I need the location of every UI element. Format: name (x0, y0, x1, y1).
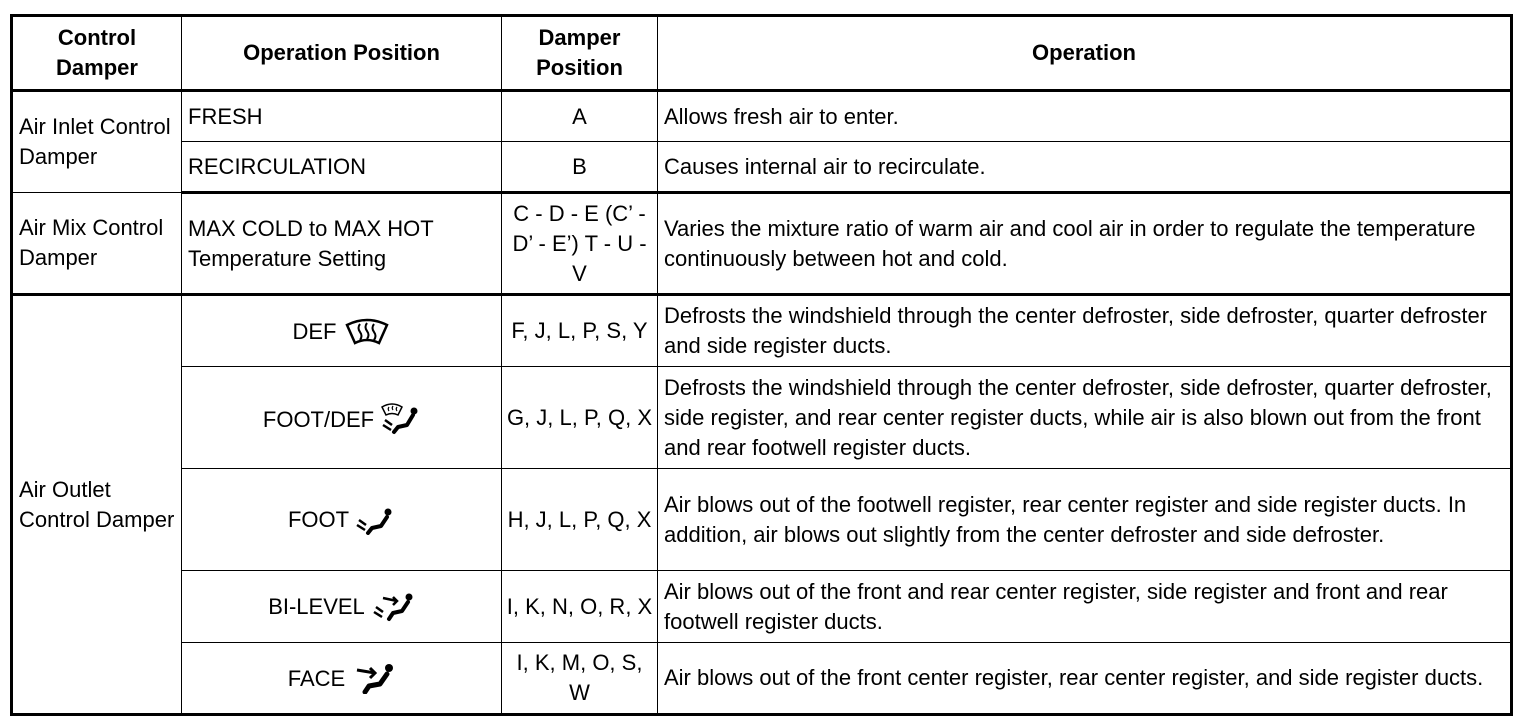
header-row (12, 16, 1512, 91)
damper-operation-table (10, 14, 1513, 716)
position-bi-level-cell (182, 571, 502, 643)
air-inlet-damper-cell: Air Inlet Control Damper (12, 91, 182, 193)
table-row (12, 367, 1512, 469)
table-row (12, 142, 1512, 193)
damper-position-foot-def: G, J, L, P, Q, X (502, 367, 658, 469)
operation-foot-def: Defrosts the windshield through the center defroster, side defroster, quarter defroster, side register, and rear center register ducts, while air is also blown out from the front and rear footwell register ducts. (658, 367, 1512, 469)
bi-level-icon (371, 592, 415, 622)
header-damper-position: Damper Position (502, 16, 658, 91)
table-row (12, 193, 1512, 295)
position-fresh: FRESH (182, 91, 502, 142)
position-bi-level: BI-LEVEL (268, 594, 365, 620)
operation-recirculation: Causes internal air to recirculate. (658, 142, 1512, 193)
air-mix-damper-cell: Air Mix Control Damper (12, 193, 182, 295)
position-face-cell (182, 643, 502, 715)
table-row (12, 571, 1512, 643)
position-max-cold-to-max-hot: MAX COLD to MAX HOT Temperature Setting (182, 193, 502, 295)
foot-def-icon (380, 401, 420, 435)
damper-position-fresh: A (502, 91, 658, 142)
operation-foot: Air blows out of the footwell register, rear center register and side register ducts. In addition, air blows out slightly from the center defroster and side defroster. (658, 469, 1512, 571)
header-control-damper: Control Damper (12, 16, 182, 91)
position-foot-cell (182, 469, 502, 571)
position-def-cell (182, 295, 502, 367)
foot-icon (355, 507, 395, 535)
damper-position-foot: H, J, L, P, Q, X (502, 469, 658, 571)
damper-position-bi-level: I, K, N, O, R, X (502, 571, 658, 643)
damper-position-def: F, J, L, P, S, Y (502, 295, 658, 367)
operation-bi-level: Air blows out of the front and rear center register, side register and front and rear footwell register ducts. (658, 571, 1512, 643)
operation-def: Defrosts the windshield through the center defroster, side defroster, quarter defroster and side register ducts. (658, 295, 1512, 367)
table-row (12, 91, 1512, 142)
operation-mix: Varies the mixture ratio of warm air and cool air in order to regulate the temperature continuously between hot and cold. (658, 193, 1512, 295)
operation-fresh: Allows fresh air to enter. (658, 91, 1512, 142)
defrost-icon (343, 317, 391, 347)
position-foot-def: FOOT/DEF (262, 406, 375, 432)
table-row (12, 643, 1512, 715)
air-outlet-damper-cell: Air Outlet Control Damper (12, 295, 182, 715)
face-icon (351, 662, 395, 694)
damper-position-face: I, K, M, O, S, W (502, 643, 658, 715)
header-operation: Operation (658, 16, 1512, 91)
operation-face: Air blows out of the front center register, rear center register, and side register ducts. (658, 643, 1512, 715)
table-row (12, 295, 1512, 367)
table-row (12, 469, 1512, 571)
position-recirculation: RECIRCULATION (182, 142, 502, 193)
position-def: DEF (292, 318, 337, 344)
position-face: FACE (287, 666, 346, 692)
damper-position-recirculation: B (502, 142, 658, 193)
damper-position-mix: C - D - E (C’ - D’ - E’) T - U - V (502, 193, 658, 295)
position-foot: FOOT (287, 507, 350, 533)
position-foot-def-cell (182, 367, 502, 469)
header-operation-position: Operation Position (182, 16, 502, 91)
